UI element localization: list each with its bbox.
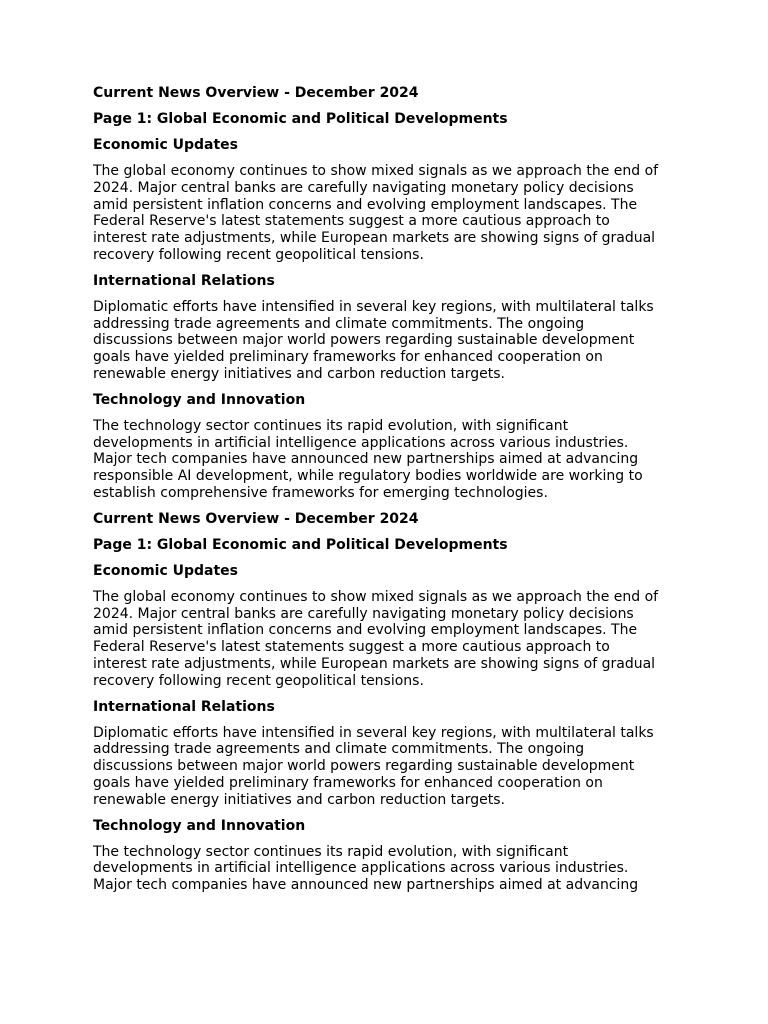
paragraph-line: Major tech companies have announced new partnerships aimed at advancing <box>93 451 639 468</box>
paragraph-line: amid persistent inflation concerns and evolving employment landscapes. The <box>93 196 638 213</box>
paragraph-line: recovery following recent geopolitical tensions. <box>93 246 424 263</box>
paragraph-line: The global economy continues to show mixed signals as we approach the end of <box>93 163 659 179</box>
body-paragraph <box>93 299 678 383</box>
paragraph-line: Diplomatic efforts have intensified in several key regions, with multilateral talks <box>93 724 654 741</box>
paragraph-line: recovery following recent geopolitical tensions. <box>93 672 424 689</box>
body-paragraph <box>93 163 678 264</box>
section-heading: Economic Updates <box>93 562 239 579</box>
section-heading: Economic Updates <box>93 137 239 153</box>
paragraph-line: Diplomatic efforts have intensified in several key regions, with multilateral talks <box>93 298 654 315</box>
paragraph-line: developments in artificial intelligence applications across various industries. <box>93 434 629 451</box>
paragraph-line: Federal Reserve's latest statements suggest a more cautious approach to <box>93 213 610 230</box>
body-paragraph <box>93 725 678 809</box>
section-heading: Technology and Innovation <box>93 817 306 834</box>
body-paragraph <box>93 589 678 690</box>
paragraph-line: discussions between major world powers regarding sustainable development <box>93 332 635 349</box>
paragraph-line: The global economy continues to show mixed signals as we approach the end of <box>93 588 659 605</box>
paragraph-line: addressing trade agreements and climate commitments. The ongoing <box>93 315 585 332</box>
paragraph-line: Major tech companies have announced new partnerships aimed at advancing <box>93 877 639 894</box>
document-page <box>93 85 678 915</box>
paragraph-line: goals have yielded preliminary frameworks for enhanced cooperation on <box>93 349 603 366</box>
paragraph-line: The technology sector continues its rapid evolution, with significant <box>93 843 569 860</box>
paragraph-line: goals have yielded preliminary frameworks for enhanced cooperation on <box>93 774 603 791</box>
paragraph-line: The technology sector continues its rapid evolution, with significant <box>93 417 569 434</box>
section-heading: Current News Overview - December 2024 <box>93 510 419 527</box>
paragraph-line: Federal Reserve's latest statements suggest a more cautious approach to <box>93 639 610 656</box>
paragraph-line: amid persistent inflation concerns and evolving employment landscapes. The <box>93 622 638 639</box>
paragraph-line: renewable energy initiatives and carbon reduction targets. <box>93 365 505 382</box>
body-paragraph <box>93 418 678 502</box>
paragraph-line: responsible AI development, while regulatory bodies worldwide are working to <box>93 468 643 485</box>
paragraph-line: interest rate adjustments, while European markets are showing signs of gradual <box>93 655 656 672</box>
paragraph-line: addressing trade agreements and climate commitments. The ongoing <box>93 741 585 758</box>
paragraph-line: developments in artificial intelligence applications across various industries. <box>93 860 629 877</box>
section-heading: Page 1: Global Economic and Political Developments <box>93 111 508 127</box>
paragraph-line: interest rate adjustments, while European markets are showing signs of gradual <box>93 230 656 247</box>
paragraph-line: 2024. Major central banks are carefully navigating monetary policy decisions <box>93 179 634 196</box>
paragraph-line: renewable energy initiatives and carbon reduction targets. <box>93 791 505 808</box>
paragraph-line: discussions between major world powers regarding sustainable development <box>93 758 635 775</box>
section-heading: Technology and Innovation <box>93 391 306 408</box>
section-heading: Current News Overview - December 2024 <box>93 85 419 101</box>
section-heading: Page 1: Global Economic and Political Developments <box>93 536 508 553</box>
paragraph-line: 2024. Major central banks are carefully navigating monetary policy decisions <box>93 605 634 622</box>
section-heading: International Relations <box>93 272 275 289</box>
body-paragraph <box>93 844 678 894</box>
paragraph-line: establish comprehensive frameworks for emerging technologies. <box>93 484 548 501</box>
section-heading: International Relations <box>93 698 275 715</box>
